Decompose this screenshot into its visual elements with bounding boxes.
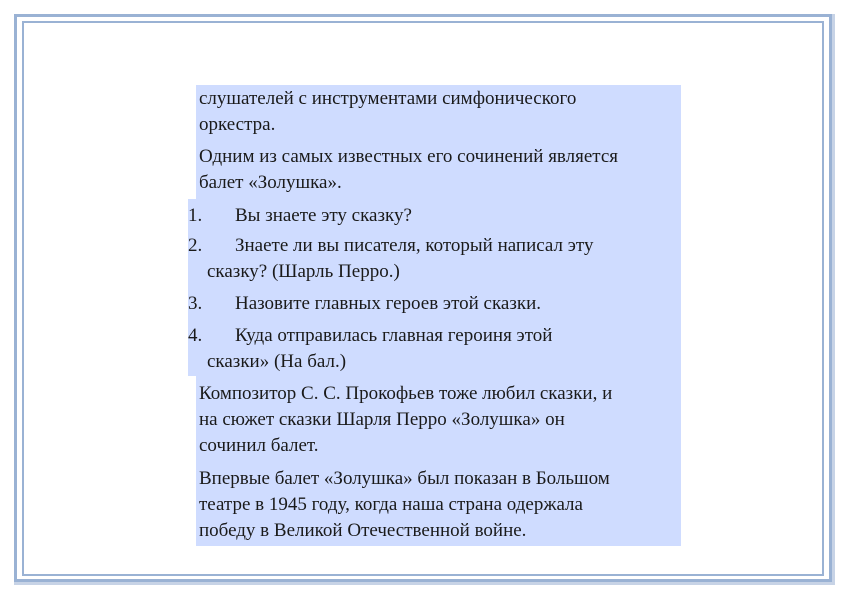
paragraph-line: на сюжет сказки Шарля Перро «Золушка» он	[199, 409, 565, 430]
question-line: сказки» (На бал.)	[207, 351, 347, 372]
paragraph-line: балет «Золушка».	[199, 172, 342, 193]
question-number: 3.	[188, 293, 203, 314]
paragraph-line: оркестра.	[199, 114, 276, 135]
question-line: Знаете ли вы писателя, который написал эту	[235, 235, 594, 256]
paragraph-line: театре в 1945 году, когда наша страна одержала	[199, 494, 583, 515]
question-number: 1.	[188, 205, 203, 226]
paragraph-line: Впервые балет «Золушка» был показан в Большом	[199, 468, 610, 489]
paragraph-line: слушателей с инструментами симфонического	[199, 88, 577, 109]
question-line: Вы знаете эту сказку?	[235, 205, 412, 226]
question-number: 4.	[188, 325, 203, 346]
paragraph-line: Одним из самых известных его сочинений является	[199, 146, 619, 167]
question-line: сказку? (Шарль Перро.)	[207, 261, 400, 282]
question-line: Назовите главных героев этой сказки.	[235, 293, 542, 314]
paragraph-line: победу в Великой Отечественной войне.	[199, 520, 527, 541]
question-line: Куда отправилась главная героиня этой	[235, 325, 553, 346]
question-number: 2.	[188, 235, 203, 256]
paragraph-line: сочинил балет.	[199, 435, 319, 456]
paragraph-line: Композитор С. С. Прокофьев тоже любил сказки, и	[199, 383, 613, 404]
